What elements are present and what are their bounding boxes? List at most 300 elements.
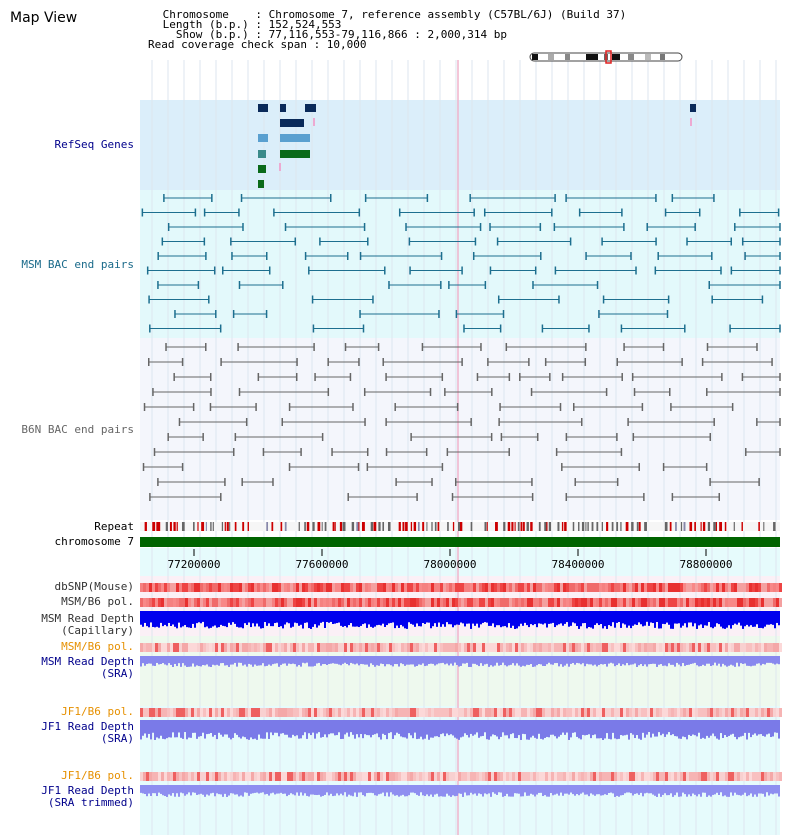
msm-b6-pol-sra-cell bbox=[182, 643, 185, 652]
dbsnp-cell bbox=[431, 583, 434, 592]
track-label-jf1-depth-sra[interactable] bbox=[10, 721, 134, 745]
msm-b6-pol-sra-cell bbox=[236, 643, 239, 652]
jf1-depth-trimmed-bar bbox=[250, 785, 252, 794]
msm-depth-sra-bar bbox=[620, 656, 622, 666]
track-label-b6n-bac[interactable]: B6N BAC end pairs bbox=[21, 423, 134, 436]
msm-b6-pol-sra-cell bbox=[212, 643, 215, 652]
msm-b6-pol-sra-cell bbox=[563, 643, 566, 652]
jf1-b6-pol-cell bbox=[515, 708, 518, 717]
jf1-depth-trimmed-bar bbox=[444, 785, 446, 797]
track-label-msm-bac[interactable]: MSM BAC end pairs bbox=[21, 258, 134, 271]
jf1-b6-pol-cell bbox=[428, 708, 431, 717]
jf1-b6-pol-cell bbox=[656, 708, 659, 717]
dbsnp-cell bbox=[281, 583, 284, 592]
jf1-b6-pol-trim-cell bbox=[422, 772, 425, 781]
track-label-dbsnp[interactable]: dbSNP(Mouse) bbox=[54, 580, 134, 593]
msm-depth-sra-bar bbox=[338, 656, 340, 665]
jf1-b6-pol-trim-cell bbox=[632, 772, 635, 781]
jf1-b6-pol-trim-cell bbox=[572, 772, 575, 781]
msm-b6-pol-cell bbox=[659, 598, 662, 607]
jf1-depth-trimmed-bar bbox=[244, 785, 246, 792]
msm-depth-capillary-bar bbox=[504, 611, 506, 626]
track-label-repeat[interactable]: Repeat bbox=[94, 520, 134, 533]
msm-b6-pol-cell bbox=[536, 598, 539, 607]
msm-depth-sra-bar bbox=[312, 656, 314, 666]
dbsnp-cell bbox=[728, 583, 731, 592]
msm-depth-capillary-bar bbox=[540, 611, 542, 624]
msm-depth-capillary-bar bbox=[708, 611, 710, 622]
jf1-b6-pol-trim-cell bbox=[308, 772, 311, 781]
msm-depth-sra-bar bbox=[474, 656, 476, 664]
msm-b6-pol-sra-cell bbox=[560, 643, 563, 652]
jf1-depth-trimmed-bar bbox=[632, 785, 634, 795]
msm-depth-capillary-bar bbox=[584, 611, 586, 623]
jf1-b6-pol-trim-cell bbox=[332, 772, 335, 781]
track-label-msm-b6-pol-2[interactable]: MSM/B6 pol. bbox=[61, 640, 134, 653]
jf1-depth-trimmed-bar bbox=[728, 785, 730, 797]
jf1-depth-sra-bar bbox=[614, 720, 616, 738]
dbsnp-cell bbox=[365, 583, 368, 592]
msm-depth-capillary-bar bbox=[156, 611, 158, 627]
msm-b6-pol-cell bbox=[521, 598, 524, 607]
msm-b6-pol-cell bbox=[413, 598, 416, 607]
msm-b6-pol-cell bbox=[377, 598, 380, 607]
msm-b6-pol-sra-cell bbox=[725, 643, 728, 652]
jf1-depth-sra-bar bbox=[408, 720, 410, 733]
msm-b6-pol-sra-cell bbox=[695, 643, 698, 652]
jf1-depth-trimmed-bar bbox=[200, 785, 202, 794]
msm-b6-pol-sra-cell bbox=[530, 643, 533, 652]
jf1-depth-sra-bar bbox=[746, 720, 748, 739]
dbsnp-cell bbox=[548, 583, 551, 592]
track-label-jf1-b6-pol-1[interactable]: JF1/B6 pol. bbox=[61, 705, 134, 718]
jf1-depth-sra-bar bbox=[554, 720, 556, 736]
jf1-b6-pol-cell bbox=[506, 708, 509, 717]
repeat-mark bbox=[206, 522, 207, 531]
msm-b6-pol-cell bbox=[233, 598, 236, 607]
jf1-depth-sra-bar bbox=[486, 720, 488, 739]
dbsnp-cell bbox=[494, 583, 497, 592]
jf1-depth-sra-bar bbox=[712, 720, 714, 734]
jf1-depth-sra-bar bbox=[698, 720, 700, 733]
dbsnp-cell bbox=[476, 583, 479, 592]
msm-b6-pol-sra-cell bbox=[176, 643, 179, 652]
msm-b6-pol-cell bbox=[635, 598, 638, 607]
dbsnp-cell bbox=[764, 583, 767, 592]
jf1-b6-pol-trim-cell bbox=[215, 772, 218, 781]
track-label-msm-b6-pol-1[interactable]: MSM/B6 pol. bbox=[61, 595, 134, 608]
msm-depth-sra-bar bbox=[590, 656, 592, 664]
jf1-b6-pol-trim-cell bbox=[476, 772, 479, 781]
msm-b6-pol-sra-cell bbox=[698, 643, 701, 652]
jf1-b6-pol-trim-cell bbox=[209, 772, 212, 781]
refseq-gene bbox=[280, 150, 310, 158]
msm-b6-pol-cell bbox=[362, 598, 365, 607]
msm-depth-sra-bar bbox=[216, 656, 218, 665]
jf1-depth-trimmed-bar bbox=[298, 785, 300, 796]
track-label-msm-depth-sra[interactable] bbox=[10, 656, 134, 680]
msm-b6-pol-sra-cell bbox=[239, 643, 242, 652]
msm-depth-capillary-bar bbox=[630, 611, 632, 628]
jf1-b6-pol-cell bbox=[317, 708, 320, 717]
jf1-depth-trimmed-bar bbox=[290, 785, 292, 793]
jf1-depth-trimmed-bar bbox=[308, 785, 310, 797]
repeat-mark bbox=[307, 522, 310, 531]
jf1-depth-trimmed-bar bbox=[768, 785, 770, 795]
msm-depth-capillary-bar bbox=[196, 611, 198, 623]
jf1-b6-pol-trim-cell bbox=[266, 772, 269, 781]
track-label-jf1-b6-pol-2[interactable]: JF1/B6 pol. bbox=[61, 769, 134, 782]
jf1-b6-pol-cell bbox=[239, 708, 242, 717]
jf1-depth-trimmed-bar bbox=[614, 785, 616, 797]
msm-b6-pol-cell bbox=[218, 598, 221, 607]
jf1-b6-pol-cell bbox=[431, 708, 434, 717]
jf1-depth-sra-bar bbox=[394, 720, 396, 735]
repeat-mark bbox=[596, 522, 598, 531]
msm-depth-capillary-bar bbox=[532, 611, 534, 625]
msm-depth-sra-bar bbox=[482, 656, 484, 666]
jf1-b6-pol-trim-cell bbox=[521, 772, 524, 781]
jf1-b6-pol-cell bbox=[497, 708, 500, 717]
jf1-depth-sra-bar bbox=[274, 720, 276, 733]
msm-depth-sra-bar bbox=[158, 656, 160, 664]
msm-depth-sra-bar bbox=[164, 656, 166, 665]
msm-b6-pol-cell bbox=[743, 598, 746, 607]
jf1-depth-sra-bar bbox=[264, 720, 266, 739]
msm-b6-pol-sra-cell bbox=[755, 643, 758, 652]
jf1-depth-sra-bar bbox=[144, 720, 146, 733]
jf1-b6-pol-trim-cell bbox=[311, 772, 314, 781]
jf1-depth-trimmed-bar bbox=[612, 785, 614, 793]
msm-b6-pol-cell bbox=[494, 598, 497, 607]
msm-depth-capillary-bar bbox=[592, 611, 594, 629]
msm-depth-capillary-bar bbox=[554, 611, 556, 627]
jf1-depth-sra-bar bbox=[552, 720, 554, 735]
msm-depth-sra-bar bbox=[392, 656, 394, 666]
msm-b6-pol-cell bbox=[542, 598, 545, 607]
msm-depth-capillary-bar bbox=[530, 611, 532, 624]
jf1-depth-trimmed-bar bbox=[376, 785, 378, 796]
msm-depth-sra-bar bbox=[704, 656, 706, 666]
msm-depth-sra-bar bbox=[664, 656, 666, 666]
dbsnp-cell bbox=[407, 583, 410, 592]
jf1-b6-pol-trim-cell bbox=[566, 772, 569, 781]
msm-b6-pol-cell bbox=[677, 598, 680, 607]
jf1-depth-trimmed-bar bbox=[454, 785, 456, 796]
jf1-depth-trimmed-bar bbox=[678, 785, 680, 797]
msm-b6-pol-sra-cell bbox=[365, 643, 368, 652]
jf1-b6-pol-trim-cell bbox=[713, 772, 716, 781]
jf1-b6-pol-trim-cell bbox=[296, 772, 299, 781]
dbsnp-cell bbox=[344, 583, 347, 592]
msm-depth-sra-bar bbox=[608, 656, 610, 664]
jf1-depth-trimmed-bar bbox=[164, 785, 166, 796]
msm-depth-sra-bar bbox=[288, 656, 290, 664]
jf1-b6-pol-cell bbox=[392, 708, 395, 717]
msm-depth-sra-bar bbox=[672, 656, 674, 665]
jf1-depth-trimmed-bar bbox=[520, 785, 522, 796]
jf1-depth-trimmed-bar bbox=[436, 785, 438, 794]
jf1-b6-pol-cell bbox=[737, 708, 740, 717]
jf1-b6-pol-trim-cell bbox=[158, 772, 161, 781]
repeat-mark bbox=[585, 522, 586, 531]
msm-b6-pol-cell bbox=[344, 598, 347, 607]
jf1-b6-pol-cell bbox=[143, 708, 146, 717]
jf1-depth-sra-bar bbox=[674, 720, 676, 736]
jf1-depth-trimmed-bar bbox=[328, 785, 330, 795]
repeat-mark bbox=[527, 522, 529, 531]
msm-depth-sra-bar bbox=[652, 656, 654, 664]
msm-b6-pol-cell bbox=[245, 598, 248, 607]
track-label-refseq[interactable]: RefSeq Genes bbox=[54, 138, 134, 151]
dbsnp-cell bbox=[704, 583, 707, 592]
msm-depth-capillary-bar bbox=[714, 611, 716, 627]
jf1-depth-trimmed-bar bbox=[656, 785, 658, 797]
repeat-mark bbox=[606, 522, 608, 531]
jf1-depth-sra-bar bbox=[334, 720, 336, 735]
msm-b6-pol-sra-cell bbox=[707, 643, 710, 652]
repeat-mark bbox=[281, 522, 283, 531]
dbsnp-cell bbox=[377, 583, 380, 592]
msm-b6-pol-cell bbox=[158, 598, 161, 607]
jf1-depth-sra-bar bbox=[430, 720, 432, 738]
dbsnp-cell bbox=[353, 583, 356, 592]
msm-depth-capillary-bar bbox=[278, 611, 280, 627]
msm-b6-pol-sra-cell bbox=[272, 643, 275, 652]
msm-b6-pol-cell bbox=[299, 598, 302, 607]
msm-depth-sra-bar bbox=[504, 656, 506, 665]
dbsnp-cell bbox=[497, 583, 500, 592]
jf1-depth-trimmed-bar bbox=[722, 785, 724, 796]
msm-depth-capillary-bar bbox=[516, 611, 518, 628]
msm-depth-capillary-bar bbox=[252, 611, 254, 623]
jf1-depth-trimmed-bar bbox=[482, 785, 484, 797]
ideogram-band bbox=[532, 54, 538, 60]
repeat-mark bbox=[312, 522, 314, 531]
msm-depth-sra-bar bbox=[306, 656, 308, 663]
jf1-b6-pol-trim-cell bbox=[248, 772, 251, 781]
jf1-depth-trimmed-bar bbox=[772, 785, 774, 794]
jf1-depth-sra-bar bbox=[172, 720, 174, 732]
msm-depth-sra-bar bbox=[142, 656, 144, 663]
msm-b6-pol-cell bbox=[779, 598, 782, 607]
jf1-depth-sra-bar bbox=[392, 720, 394, 739]
msm-b6-pol-sra-cell bbox=[380, 643, 383, 652]
dbsnp-cell bbox=[551, 583, 554, 592]
msm-depth-sra-bar bbox=[414, 656, 416, 667]
jf1-depth-trimmed-bar bbox=[540, 785, 542, 793]
dbsnp-cell bbox=[236, 583, 239, 592]
track-label-msm-depth-capillary[interactable] bbox=[10, 613, 134, 637]
repeat-mark bbox=[612, 522, 614, 531]
ideogram-band bbox=[612, 54, 620, 60]
msm-depth-sra-bar bbox=[764, 656, 766, 664]
msm-b6-pol-sra-cell bbox=[227, 643, 230, 652]
msm-b6-pol-cell bbox=[461, 598, 464, 607]
jf1-b6-pol-trim-cell bbox=[374, 772, 377, 781]
jf1-depth-sra-bar bbox=[658, 720, 660, 732]
jf1-depth-sra-bar bbox=[196, 720, 198, 739]
msm-depth-sra-bar bbox=[296, 656, 298, 667]
msm-depth-sra-bar bbox=[410, 656, 412, 664]
dbsnp-cell bbox=[692, 583, 695, 592]
jf1-depth-sra-bar bbox=[490, 720, 492, 736]
jf1-b6-pol-cell bbox=[461, 708, 464, 717]
msm-b6-pol-sra-cell bbox=[407, 643, 410, 652]
jf1-b6-pol-trim-cell bbox=[284, 772, 287, 781]
msm-depth-sra-bar bbox=[186, 656, 188, 667]
jf1-depth-trimmed-bar bbox=[154, 785, 156, 793]
jf1-b6-pol-cell bbox=[659, 708, 662, 717]
repeat-mark bbox=[578, 522, 579, 531]
jf1-depth-sra-bar bbox=[550, 720, 552, 735]
msm-b6-pol-sra-cell bbox=[230, 643, 233, 652]
msm-depth-capillary-bar bbox=[656, 611, 658, 622]
msm-b6-pol-cell bbox=[191, 598, 194, 607]
jf1-depth-trimmed-bar bbox=[698, 785, 700, 794]
msm-depth-sra-bar bbox=[648, 656, 650, 664]
jf1-b6-pol-cell bbox=[233, 708, 236, 717]
dbsnp-cell bbox=[488, 583, 491, 592]
msm-b6-pol-cell bbox=[401, 598, 404, 607]
jf1-b6-pol-cell bbox=[749, 708, 752, 717]
track-label-chromosome[interactable]: chromosome 7 bbox=[54, 535, 134, 548]
jf1-b6-pol-cell bbox=[458, 708, 461, 717]
dbsnp-cell bbox=[665, 583, 668, 592]
msm-depth-sra-bar bbox=[234, 656, 236, 663]
jf1-depth-sra-bar bbox=[296, 720, 298, 735]
dbsnp-cell bbox=[416, 583, 419, 592]
jf1-depth-trimmed-bar bbox=[162, 785, 164, 795]
msm-depth-capillary-bar bbox=[438, 611, 440, 623]
dbsnp-cell bbox=[206, 583, 209, 592]
msm-depth-capillary-bar bbox=[750, 611, 752, 625]
track-label-jf1-depth-trimmed[interactable] bbox=[10, 785, 134, 809]
repeat-mark bbox=[592, 522, 594, 531]
jf1-depth-sra-bar bbox=[494, 720, 496, 735]
jf1-b6-pol-cell bbox=[524, 708, 527, 717]
jf1-depth-trimmed-bar bbox=[146, 785, 148, 796]
msm-depth-sra-bar bbox=[754, 656, 756, 666]
msm-depth-capillary-bar bbox=[628, 611, 630, 626]
jf1-depth-trimmed-bar bbox=[458, 785, 460, 793]
jf1-depth-trimmed-bar bbox=[498, 785, 500, 792]
jf1-b6-pol-cell bbox=[371, 708, 374, 717]
jf1-depth-trimmed-bar bbox=[194, 785, 196, 793]
jf1-depth-sra-bar bbox=[176, 720, 178, 737]
msm-depth-capillary-bar bbox=[248, 611, 250, 622]
dbsnp-cell bbox=[671, 583, 674, 592]
dbsnp-cell bbox=[749, 583, 752, 592]
msm-b6-pol-cell bbox=[734, 598, 737, 607]
jf1-b6-pol-trim-cell bbox=[749, 772, 752, 781]
dbsnp-cell bbox=[233, 583, 236, 592]
msm-depth-capillary-bar bbox=[616, 611, 618, 623]
jf1-depth-sra-bar bbox=[576, 720, 578, 737]
msm-depth-sra-bar bbox=[574, 656, 576, 665]
repeat-mark bbox=[271, 522, 273, 531]
repeat-mark bbox=[562, 522, 563, 531]
jf1-b6-pol-cell bbox=[335, 708, 338, 717]
msm-depth-capillary-bar bbox=[590, 611, 592, 628]
dbsnp-cell bbox=[296, 583, 299, 592]
msm-depth-capillary-bar bbox=[220, 611, 222, 625]
page-title: Map View bbox=[10, 10, 78, 26]
msm-depth-sra-bar bbox=[246, 656, 248, 667]
jf1-b6-pol-cell bbox=[248, 708, 251, 717]
dbsnp-cell bbox=[329, 583, 332, 592]
msm-depth-sra-bar bbox=[310, 656, 312, 667]
jf1-depth-sra-bar bbox=[548, 720, 550, 737]
msm-b6-pol-cell bbox=[578, 598, 581, 607]
msm-b6-pol-cell bbox=[173, 598, 176, 607]
jf1-b6-pol-trim-cell bbox=[524, 772, 527, 781]
jf1-depth-sra-bar bbox=[680, 720, 682, 739]
jf1-depth-sra-bar bbox=[514, 720, 516, 738]
dbsnp-cell bbox=[740, 583, 743, 592]
msm-depth-sra-bar bbox=[350, 656, 352, 663]
jf1-depth-trimmed-bar bbox=[502, 785, 504, 797]
jf1-b6-pol-trim-cell bbox=[683, 772, 686, 781]
msm-depth-sra-bar bbox=[724, 656, 726, 665]
jf1-b6-pol-trim-cell bbox=[314, 772, 317, 781]
jf1-depth-sra-bar bbox=[282, 720, 284, 733]
jf1-depth-trimmed-bar bbox=[680, 785, 682, 796]
msm-depth-sra-bar bbox=[176, 656, 178, 666]
msm-depth-sra-bar bbox=[696, 656, 698, 665]
jf1-depth-trimmed-bar bbox=[692, 785, 694, 794]
msm-depth-capillary-bar bbox=[704, 611, 706, 625]
jf1-b6-pol-trim-cell bbox=[578, 772, 581, 781]
jf1-depth-sra-bar bbox=[154, 720, 156, 740]
msm-b6-pol-sra-cell bbox=[419, 643, 422, 652]
msm-depth-sra-bar bbox=[602, 656, 604, 664]
msm-depth-capillary-bar bbox=[158, 611, 160, 628]
msm-b6-pol-cell bbox=[404, 598, 407, 607]
msm-depth-sra-bar bbox=[632, 656, 634, 664]
msm-b6-pol-cell bbox=[614, 598, 617, 607]
msm-b6-pol-cell bbox=[263, 598, 266, 607]
jf1-depth-trimmed-bar bbox=[426, 785, 428, 794]
dbsnp-cell bbox=[455, 583, 458, 592]
msm-depth-sra-bar bbox=[370, 656, 372, 663]
jf1-b6-pol-cell bbox=[596, 708, 599, 717]
msm-b6-pol-cell bbox=[422, 598, 425, 607]
msm-depth-capillary-bar bbox=[444, 611, 446, 627]
header-info bbox=[148, 10, 626, 50]
msm-b6-pol-sra-cell bbox=[764, 643, 767, 652]
msm-depth-capillary-bar bbox=[284, 611, 286, 625]
jf1-b6-pol-trim-cell bbox=[242, 772, 245, 781]
jf1-depth-sra-bar bbox=[738, 720, 740, 737]
msm-b6-pol-sra-cell bbox=[194, 643, 197, 652]
jf1-depth-trimmed-bar bbox=[688, 785, 690, 794]
jf1-b6-pol-cell bbox=[623, 708, 626, 717]
jf1-depth-trimmed-bar bbox=[276, 785, 278, 794]
msm-depth-capillary-bar bbox=[402, 611, 404, 626]
msm-depth-capillary-bar bbox=[152, 611, 154, 627]
msm-depth-capillary-bar bbox=[324, 611, 326, 628]
msm-depth-sra-bar bbox=[502, 656, 504, 663]
msm-b6-pol-sra-cell bbox=[713, 643, 716, 652]
dbsnp-cell bbox=[152, 583, 155, 592]
msm-b6-pol-cell bbox=[575, 598, 578, 607]
msm-depth-sra-bar bbox=[388, 656, 390, 664]
msm-b6-pol-cell bbox=[359, 598, 362, 607]
jf1-b6-pol-cell bbox=[242, 708, 245, 717]
msm-depth-capillary-bar bbox=[480, 611, 482, 624]
jf1-depth-sra-bar bbox=[358, 720, 360, 737]
